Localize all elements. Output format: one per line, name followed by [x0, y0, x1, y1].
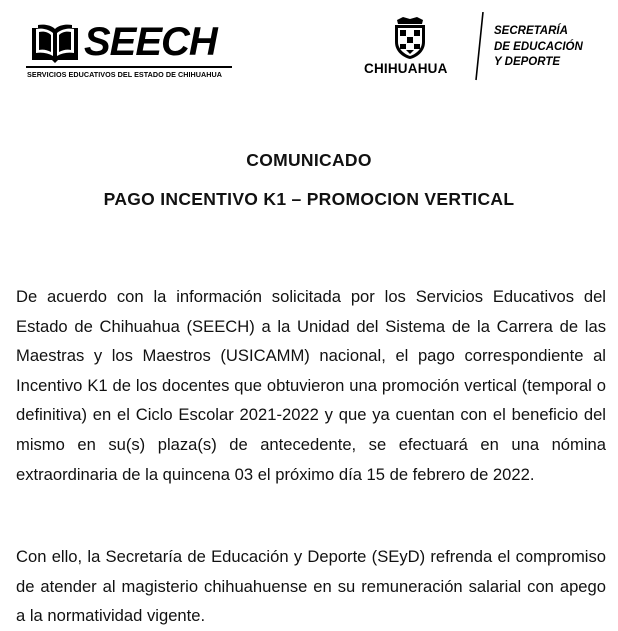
secretaria-line-2: DE EDUCACIÓN — [494, 40, 583, 53]
seech-underline — [26, 66, 232, 68]
secretaria-line-3: Y DEPORTE — [494, 56, 561, 68]
letterhead — [0, 0, 618, 110]
chihuahua-wordmark: CHIHUAHUA — [364, 61, 448, 76]
header-divider — [470, 12, 490, 82]
seech-logo — [26, 20, 236, 82]
document-subtitle: PAGO INCENTIVO K1 – PROMOCION VERTICAL — [103, 189, 515, 209]
chihuahua-logo — [362, 16, 458, 80]
state-crest-icon — [389, 16, 431, 60]
document-title: COMUNICADO — [246, 150, 372, 170]
seech-subtitle: SERVICIOS EDUCATIVOS DEL ESTADO DE CHIHUAHUA — [27, 70, 222, 79]
seech-wordmark: SEECH — [84, 20, 217, 64]
open-book-icon — [26, 20, 84, 64]
body-paragraph-1: De acuerdo con la información solicitada por los Servicios Educativos del Estado de Chihuahua (SEECH) a la Unidad del Sistema de la Carrera de las Maestras y los Maestros (USICAMM) nacional, el pago correspondiente al Incentivo K1 de los docentes que obtuvieron una promoción vertical (temporal o definitiva) en el Ciclo Escolar 2021-2022 y que ya cuentan con el beneficio del mismo en su(s) plaza(s) de antecedente, se efectuará en una nómina extraordinaria de la quincena 03 el próximo día 15 de febrero de 2022. — [16, 287, 606, 484]
secretaria-logo — [494, 24, 583, 71]
secretaria-line-1: SECRETARÍA — [494, 25, 568, 37]
body-paragraph-2: Con ello, la Secretaría de Educación y Deporte (SEyD) refrenda el compromiso de atender al magisterio chihuahuense en su remuneración salarial con apego a la normatividad vigente. — [16, 547, 606, 626]
